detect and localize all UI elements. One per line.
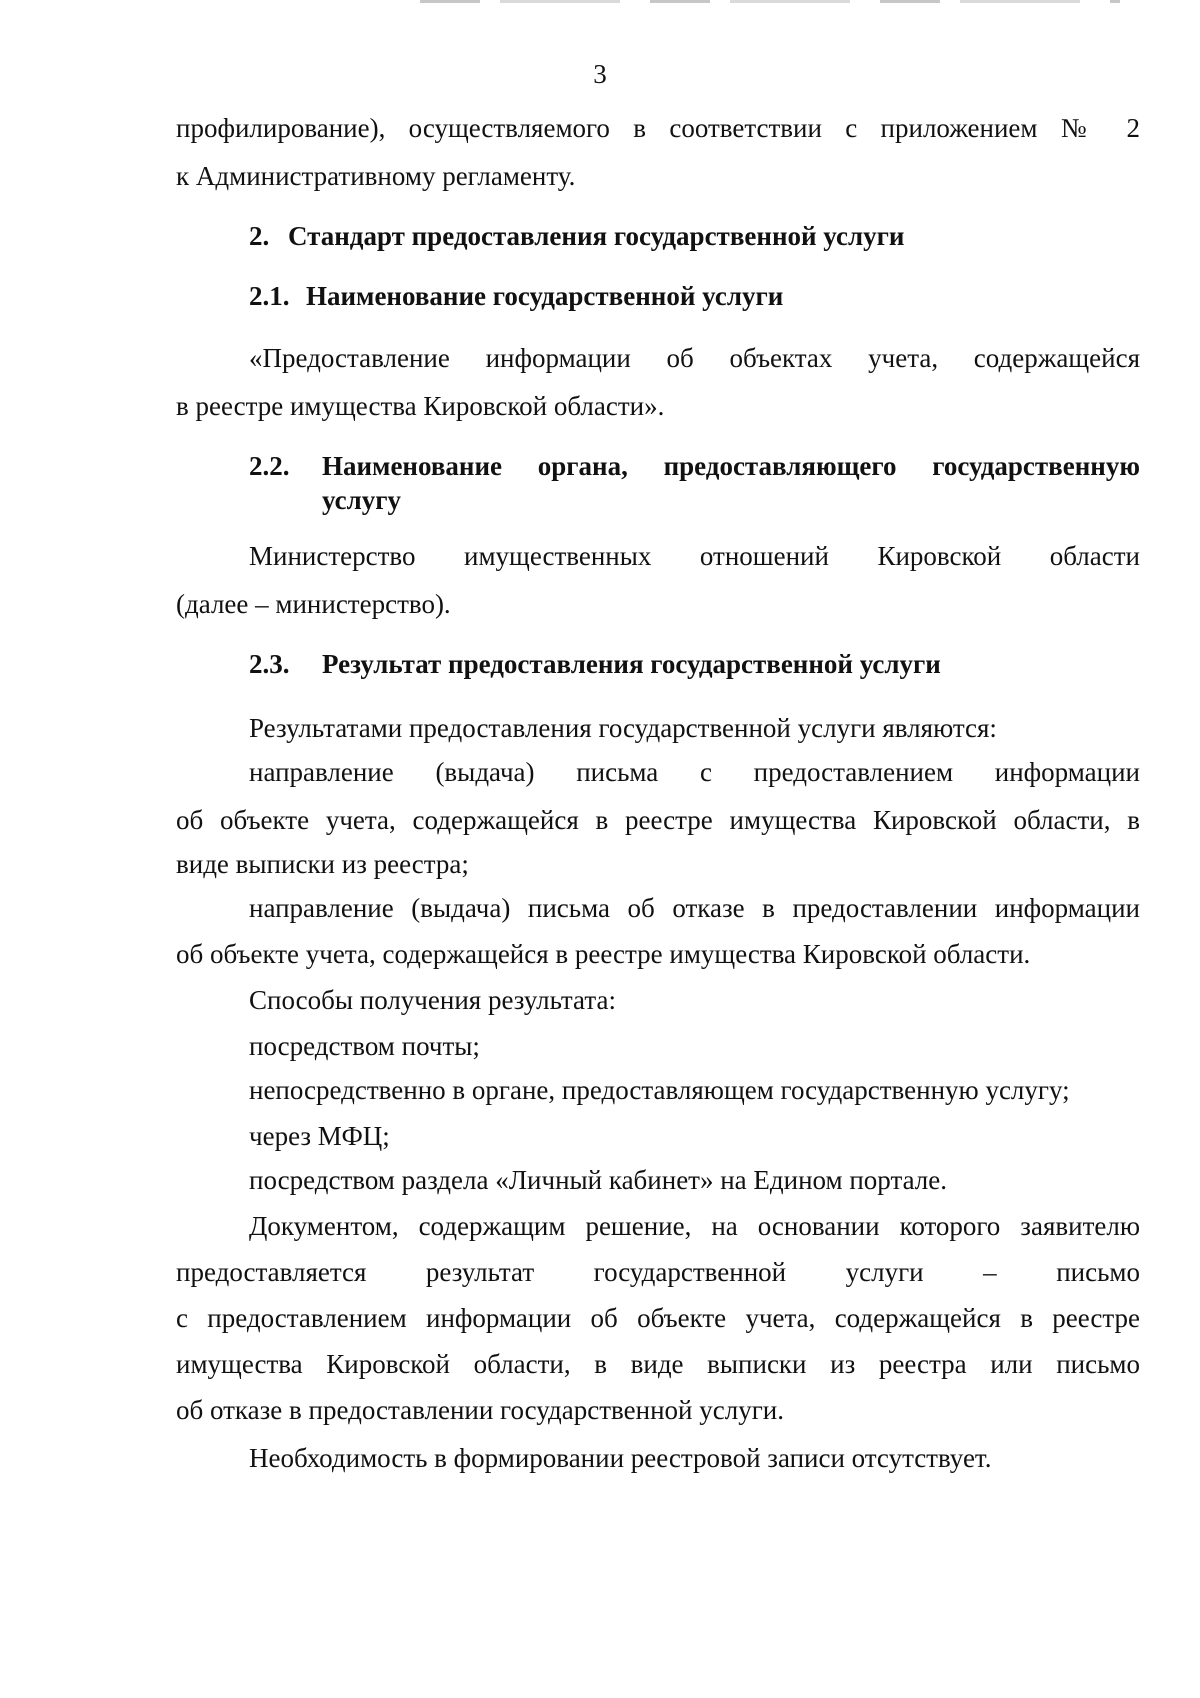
- page-number: 3: [593, 59, 607, 89]
- subsection-heading: Наименование государственной услуги: [306, 281, 784, 311]
- text-line: об отказе в предоставлении государственной услуги.: [176, 1395, 784, 1425]
- text-line: с предоставлением информации об объекте учета, содержащейся в реестре: [176, 1303, 1140, 1333]
- text-line: профилирование), осуществляемого в соответствии с приложением № 2: [176, 113, 1140, 143]
- text-line: Способы получения результата:: [249, 985, 616, 1015]
- list-item: посредством раздела «Личный кабинет» на Едином портале.: [249, 1165, 948, 1195]
- text-line: об объекте учета, содержащейся в реестре имущества Кировской области.: [176, 939, 1031, 969]
- text-line: Министерство имущественных отношений Кировской области: [249, 541, 1140, 571]
- section-number: 2.: [249, 221, 270, 251]
- text-line: Документом, содержащим решение, на основании которого заявителю: [249, 1211, 1140, 1241]
- subsection-heading: Результат предоставления государственной услуги: [322, 649, 941, 679]
- text-line: имущества Кировской области, в виде выписки из реестра или письмо: [176, 1349, 1140, 1379]
- text-line: Необходимость в формировании реестровой записи отсутствует.: [249, 1443, 992, 1473]
- text-line: Результатами предоставления государственной услуги являются:: [249, 713, 997, 743]
- subsection-number: 2.3.: [249, 649, 290, 679]
- section-heading: Стандарт предоставления государственной услуги: [288, 221, 905, 251]
- subsection-heading-line: услугу: [322, 485, 402, 515]
- text-line: в реестре имущества Кировской области».: [176, 391, 665, 421]
- text-line: предоставляется результат государственной услуги – письмо: [176, 1257, 1140, 1287]
- list-item: посредством почты;: [249, 1031, 480, 1061]
- text-line: (далее – министерство).: [176, 589, 451, 619]
- text-line: «Предоставление информации об объектах учета, содержащейся: [249, 343, 1140, 373]
- subsection-heading-line: Наименование органа, предоставляющего государственную: [322, 451, 1140, 481]
- text-line: направление (выдача) письма с предоставлением информации: [249, 757, 1140, 787]
- list-item: через МФЦ;: [249, 1121, 390, 1151]
- list-item: непосредственно в органе, предоставляющем государственную услугу;: [249, 1075, 1070, 1105]
- subsection-number: 2.2.: [249, 451, 290, 481]
- text-line: к Административному регламенту.: [176, 161, 576, 191]
- scan-artifact: [420, 0, 1120, 3]
- text-line: об объекте учета, содержащейся в реестре имущества Кировской области, в: [176, 805, 1140, 835]
- text-line: направление (выдача) письма об отказе в предоставлении информации: [249, 893, 1140, 923]
- subsection-number: 2.1.: [249, 281, 290, 311]
- text-line: виде выписки из реестра;: [176, 849, 469, 879]
